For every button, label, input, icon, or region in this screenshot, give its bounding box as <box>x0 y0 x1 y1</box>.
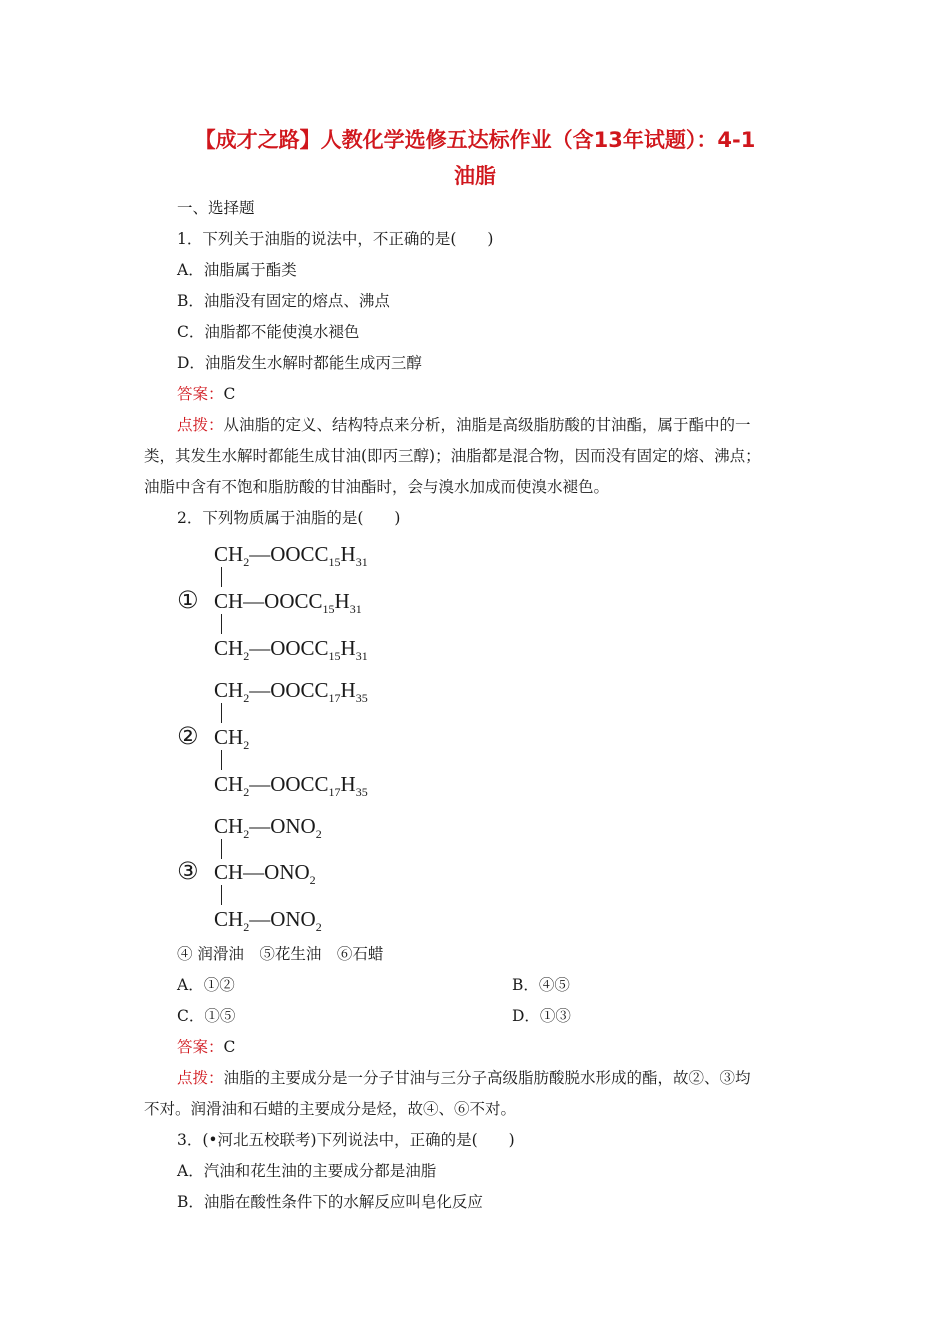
structure-3-marker: ③ <box>177 857 199 885</box>
structure-2-bond-1 <box>221 703 222 723</box>
page-subtitle: 油脂 <box>454 164 496 188</box>
q2-option-a: A．①② <box>177 976 235 994</box>
page-title: 【成才之路】人教化学选修五达标作业（含13年试题）：4-1 <box>194 128 756 152</box>
q2-stem: 2．下列物质属于油脂的是( ) <box>177 509 401 527</box>
structure-3-row-2: $CH—ONO_2$ <box>214 860 316 887</box>
q2-option-d: D．①③ <box>512 1007 571 1025</box>
q1-hint-line-2: 类，其发生水解时都能生成甘油(即丙三醇)；油脂都是混合物，因而没有固定的熔、沸点； <box>144 447 761 465</box>
structure-1-bond-1 <box>221 567 222 587</box>
structure-3-row-1: $CH_2—ONO_2$ <box>214 814 322 841</box>
q2-hint-text: 油脂的主要成分是一分子甘油与三分子高级脂肪酸脱水形成的酯，故②、③均 <box>223 1069 751 1087</box>
q2-hint-line-1 <box>177 1068 751 1088</box>
structure-2-row-1: $CH_2—OOCC_{17}H_{35}$ <box>214 678 368 705</box>
section-heading: 一、选择题 <box>177 199 255 217</box>
structure-1-row-3: $CH_2—OOCC_{15}H_{31}$ <box>214 636 368 663</box>
structure-1-marker: ① <box>177 586 199 614</box>
q3-option-a: A．汽油和花生油的主要成分都是油脂 <box>177 1162 437 1180</box>
structure-1-bond-2 <box>221 614 222 634</box>
q1-stem: 1．下列关于油脂的说法中，不正确的是( ) <box>177 230 494 248</box>
q1-hint-text: 从油脂的定义、结构特点来分析，油脂是高级脂肪酸的甘油酯，属于酯中的一 <box>223 416 751 434</box>
q1-hint-label: 点拨： <box>177 416 224 434</box>
q1-hint-line-3: 油脂中含有不饱和脂肪酸的甘油酯时，会与溴水加成而使溴水褪色。 <box>144 478 610 496</box>
q2-hint-line-2: 不对。润滑油和石蜡的主要成分是烃，故④、⑥不对。 <box>144 1100 517 1118</box>
q2-answer-value: C <box>223 1038 236 1056</box>
q2-option-c: C．①⑤ <box>177 1007 236 1025</box>
q1-hint-line-1 <box>177 415 751 435</box>
q2-extra-items: ④ 润滑油 ⑤花生油 ⑥石蜡 <box>177 945 384 963</box>
q3-stem: 3．(•河北五校联考)下列说法中，正确的是( ) <box>177 1131 515 1149</box>
q1-option-a: A．油脂属于酯类 <box>177 261 297 279</box>
structure-2-row-3: $CH_2—OOCC_{17}H_{35}$ <box>214 772 368 799</box>
q3-option-b: B．油脂在酸性条件下的水解反应叫皂化反应 <box>177 1193 483 1211</box>
q2-hint-label: 点拨： <box>177 1069 224 1087</box>
q1-answer-value: C <box>223 385 236 403</box>
q1-answer <box>177 384 235 404</box>
q2-answer-label: 答案： <box>177 1038 224 1056</box>
structure-1-row-2: $CH—OOCC_{15}H_{31}$ <box>214 589 362 616</box>
structure-3-bond-1 <box>221 839 222 859</box>
q1-answer-label: 答案： <box>177 385 224 403</box>
structure-2-marker: ② <box>177 722 199 750</box>
q2-answer <box>177 1037 235 1057</box>
structure-2-bond-2 <box>221 750 222 770</box>
q1-option-c: C．油脂都不能使溴水褪色 <box>177 323 360 341</box>
structure-3-row-3: $CH_2—ONO_2$ <box>214 907 322 934</box>
q2-option-b: B．④⑤ <box>512 976 570 994</box>
q1-option-b: B．油脂没有固定的熔点、沸点 <box>177 292 390 310</box>
q1-option-d: D．油脂发生水解时都能生成丙三醇 <box>177 354 422 372</box>
structure-2-row-2: $CH_2$ <box>214 725 250 752</box>
structure-1-row-1: $CH_2—OOCC_{15}H_{31}$ <box>214 542 368 569</box>
structure-3-bond-2 <box>221 885 222 905</box>
